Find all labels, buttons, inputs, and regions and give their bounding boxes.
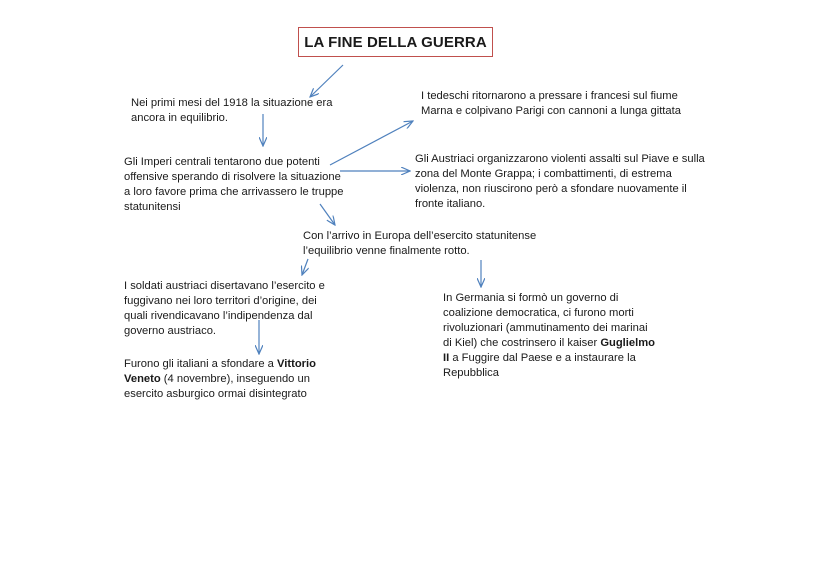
arrow-imperi-to-tedeschi — [330, 121, 413, 165]
germania-text-before: In Germania si formò un governo di coalizione democratica, ci furono morti rivoluzionari (ammutinamento dei marinai di Kiel) che costrinsero il kaiser — [443, 292, 648, 349]
node-soldati-austriaci: I soldati austriaci disertavano l’esercito e fuggivano nei loro territori d’origine, dei quali rivendicavano l’indipendenza dal governo austriaco. — [124, 280, 325, 337]
germania-text-bold: Guglielmo II — [443, 337, 656, 364]
node-arrivo-usa: Con l’arrivo in Europa dell’esercito statunitense l’equilibrio venne finalmente rotto. — [303, 230, 537, 257]
vittorio-text-before: Furono gli italiani a sfondare a — [124, 358, 277, 370]
node-imperi-centrali: Gli Imperi centrali tentarono due potenti offensive sperando di risolvere la situazione a loro favore prima che arrivassero le truppe statunitensi — [124, 156, 344, 213]
node-austriaci: Gli Austriaci organizzarono violenti assalti sul Piave e sulla zona del Monte Grappa; i combattimenti, di estrema violenza, non riuscirono però a sfondare nuovamente il fronte italiano. — [415, 153, 705, 210]
vittorio-text-after: (4 novembre), inseguendo un esercito asburgico ormai disintegrato — [124, 373, 310, 400]
page-title: LA FINE DELLA GUERRA — [298, 27, 493, 57]
arrow-arrivo-to-soldati — [302, 259, 308, 275]
arrow-imperi-to-arrivo — [320, 204, 335, 225]
vittorio-text-bold: Vittorio Veneto — [124, 358, 316, 385]
germania-text-after: a Fuggire dal Paese e a instaurare la Repubblica — [443, 352, 636, 379]
node-tedeschi: I tedeschi ritornarono a pressare i francesi sul fiume Marna e colpivano Parigi con cannoni a lunga gittata — [421, 90, 681, 117]
node-equilibrio: Nei primi mesi del 1918 la situazione era ancora in equilibrio. — [131, 97, 333, 124]
arrow-title-to-equilibrio — [310, 65, 343, 97]
